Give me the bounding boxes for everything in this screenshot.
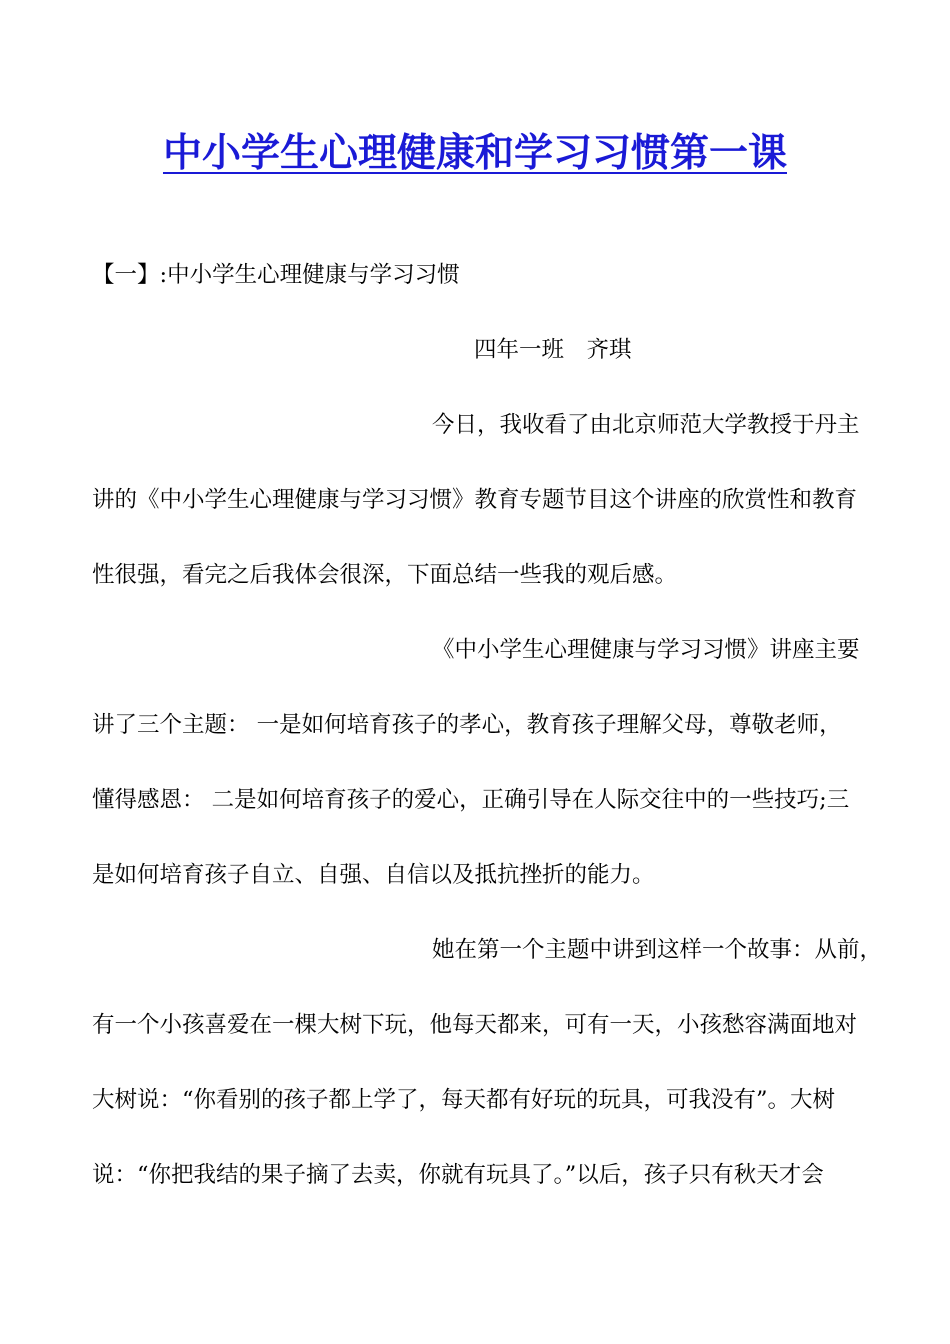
paragraph-line: 性很强，看完之后我体会很深，下面总结一些我的观后感。 <box>92 562 678 588</box>
paragraph-line: 讲了三个主题： 一是如何培育孩子的孝心，教育孩子理解父母，尊敬老师， <box>92 712 842 738</box>
paragraph-line: 她在第一个主题中讲到这样一个故事：从前， <box>432 937 883 963</box>
paragraph-line: 懂得感恩： 二是如何培育孩子的爱心，正确引导在人际交往中的一些技巧;三 <box>92 787 850 813</box>
paragraph-line: 有一个小孩喜爱在一棵大树下玩，他每天都来，可有一天，小孩愁容满面地对 <box>92 1012 858 1038</box>
paragraph-line: 讲的《中小学生心理健康与学习习惯》教育专题节目这个讲座的欣赏性和教育 <box>92 487 858 513</box>
paragraph-line: 是如何培育孩子自立、自强、自信以及抵抗挫折的能力。 <box>92 862 655 888</box>
author-line: 四年一班 齐琪 <box>474 337 632 363</box>
paragraph-line: 《中小学生心理健康与学习习惯》讲座主要 <box>432 637 860 663</box>
paragraph-line: 说：“你把我结的果子摘了去卖，你就有玩具了。”以后，孩子只有秋天才会 <box>92 1162 824 1188</box>
section-heading: 【一】:中小学生心理健康与学习习惯 <box>92 262 460 288</box>
paragraph-line: 大树说：“你看别的孩子都上学了，每天都有好玩的玩具，可我没有”。大树 <box>92 1087 836 1113</box>
document-title[interactable]: 中小学生心理健康和学习习惯第一课 <box>162 131 787 176</box>
paragraph-line: 今日，我收看了由北京师范大学教授于丹主 <box>432 412 860 438</box>
